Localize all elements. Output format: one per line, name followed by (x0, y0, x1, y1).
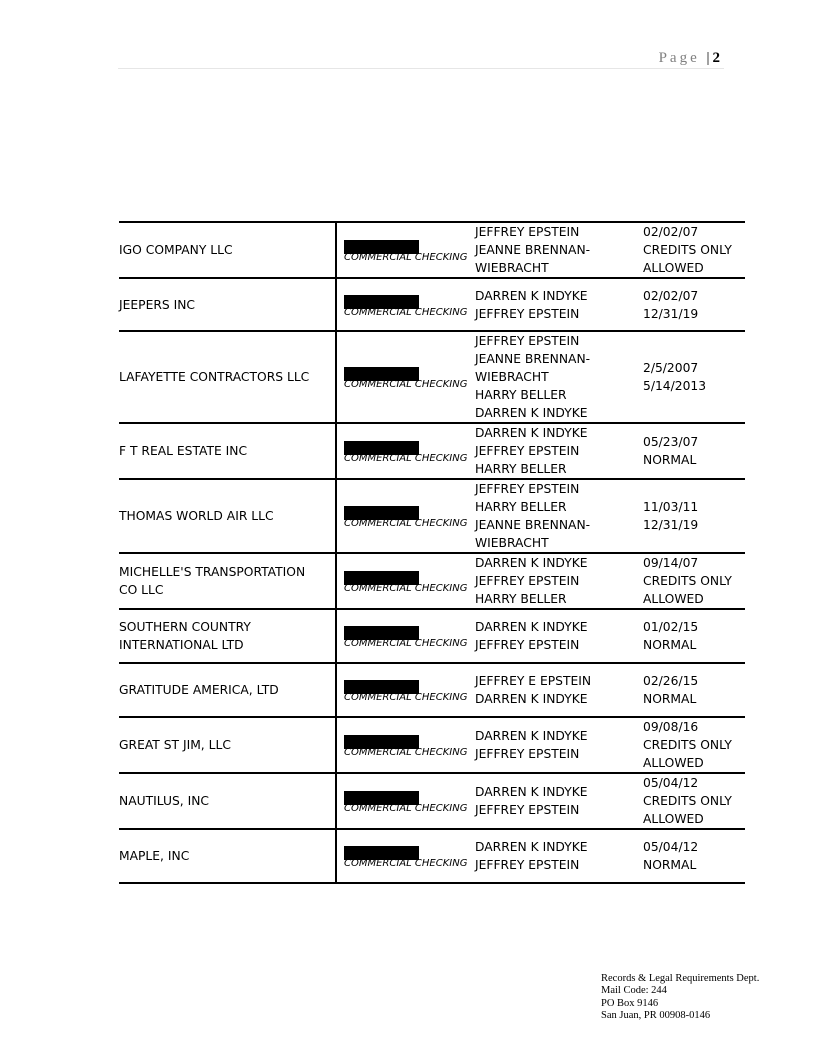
status-line: 12/31/19 (643, 306, 699, 321)
status-line: CREDITS ONLY (643, 243, 732, 257)
account-type: COMMERCIAL CHECKING (344, 379, 468, 390)
status-line: NORMAL (643, 638, 697, 652)
page-word: Page (658, 50, 700, 66)
status-line: 05/04/12 (643, 840, 699, 854)
signers-cell (475, 609, 643, 663)
table-row (119, 773, 745, 829)
signers-cell (475, 717, 643, 773)
signer-line: JEFFREY EPSTEIN (475, 482, 580, 496)
account-type: COMMERCIAL CHECKING (344, 518, 468, 529)
signer-line: DARREN K INDYKE (475, 288, 588, 303)
table-row (119, 222, 745, 278)
signer-line: JEFFREY EPSTEIN (475, 638, 580, 652)
account-name-line: INTERNATIONAL LTD (119, 638, 244, 652)
signers-cell (475, 773, 643, 829)
footer-mail-code: Mail Code: 244 (601, 985, 667, 997)
account-type-cell (336, 222, 475, 278)
account-type: COMMERCIAL CHECKING (344, 858, 468, 869)
signer-line: JEFFREY E EPSTEIN (475, 674, 592, 688)
signer-line: JEFFREY EPSTEIN (475, 306, 580, 321)
account-type: COMMERCIAL CHECKING (344, 252, 468, 263)
account-type-cell (336, 479, 475, 553)
signer-line: JEANNE BRENNAN- (475, 243, 591, 257)
status-cell (643, 278, 745, 331)
signer-line: HARRY BELLER (475, 592, 567, 606)
table-row (119, 479, 745, 553)
account-name-cell (119, 222, 336, 278)
status-line: 01/02/15 (643, 620, 699, 634)
account-name-cell (119, 423, 336, 479)
status-cell (643, 553, 745, 609)
account-type: COMMERCIAL CHECKING (344, 453, 468, 464)
account-name-cell (119, 829, 336, 883)
status-line: NORMAL (643, 692, 697, 706)
status-line: CREDITS ONLY (643, 738, 732, 752)
signer-line: HARRY BELLER (475, 388, 567, 402)
signers-cell (475, 222, 643, 278)
signer-line: HARRY BELLER (475, 500, 567, 514)
page-number: 2 (712, 50, 720, 66)
signer-line: JEFFREY EPSTEIN (475, 803, 580, 817)
account-name-cell (119, 717, 336, 773)
signer-line: DARREN K INDYKE (475, 692, 588, 706)
footer-department: Records & Legal Requirements Dept. (601, 973, 760, 984)
signer-line: HARRY BELLER (475, 462, 567, 476)
accounts-table-body (119, 222, 745, 883)
status-line: CREDITS ONLY (643, 574, 732, 588)
account-name-cell (119, 773, 336, 829)
status-cell (643, 423, 745, 479)
account-name-line: GRATITUDE AMERICA, LTD (119, 683, 279, 697)
status-line: 2/5/2007 (643, 361, 699, 375)
table-row (119, 331, 745, 423)
account-type-cell (336, 423, 475, 479)
status-cell (643, 773, 745, 829)
account-type-cell (336, 829, 475, 883)
account-type: COMMERCIAL CHECKING (344, 306, 468, 318)
account-name-cell (119, 553, 336, 609)
signer-line: DARREN K INDYKE (475, 785, 588, 799)
status-line: NORMAL (643, 453, 697, 467)
account-name-cell (119, 331, 336, 423)
table-row (119, 717, 745, 773)
page-header (118, 46, 724, 69)
status-cell (643, 663, 745, 717)
account-name-cell (119, 479, 336, 553)
account-type-cell (336, 553, 475, 609)
signers-cell (475, 829, 643, 883)
page-separator: | (706, 50, 710, 66)
accounts-table (119, 221, 745, 884)
signers-cell (475, 423, 643, 479)
signer-line: JEFFREY EPSTEIN (475, 334, 580, 348)
signers-cell (475, 479, 643, 553)
signer-line: DARREN K INDYKE (475, 620, 588, 634)
signer-line: JEFFREY EPSTEIN (475, 574, 580, 588)
status-line: ALLOWED (643, 261, 704, 275)
status-line: NORMAL (643, 858, 697, 872)
signer-line: JEFFREY EPSTEIN (475, 747, 580, 761)
account-name-line: F T REAL ESTATE INC (119, 444, 248, 458)
account-type-cell (336, 278, 475, 331)
signer-line: JEFFREY EPSTEIN (475, 444, 580, 458)
status-cell (643, 479, 745, 553)
signer-line: JEFFREY EPSTEIN (475, 858, 580, 872)
account-name-cell (119, 663, 336, 717)
table-row (119, 829, 745, 883)
signer-line: JEANNE BRENNAN- (475, 518, 591, 532)
status-line: ALLOWED (643, 592, 704, 606)
account-name-line: MAPLE, INC (119, 849, 190, 863)
account-name-line: GREAT ST JIM, LLC (119, 738, 231, 752)
account-type-cell (336, 663, 475, 717)
status-line: 05/23/07 (643, 435, 699, 449)
signer-line: WIEBRACHT (475, 261, 549, 275)
signer-line: JEFFREY EPSTEIN (475, 225, 580, 239)
signers-cell (475, 278, 643, 331)
table-row (119, 553, 745, 609)
table-row (119, 278, 745, 331)
account-type-cell (336, 609, 475, 663)
status-cell (643, 609, 745, 663)
account-type-cell (336, 717, 475, 773)
status-line: 02/02/07 (643, 225, 699, 239)
status-line: 09/08/16 (643, 720, 699, 734)
account-name-line: SOUTHERN COUNTRY (119, 620, 251, 634)
status-line: ALLOWED (643, 812, 704, 826)
status-cell (643, 717, 745, 773)
page-number-label (659, 50, 720, 67)
status-line: 5/14/2013 (643, 379, 707, 393)
signer-line: WIEBRACHT (475, 536, 549, 550)
signers-cell (475, 553, 643, 609)
account-name-line: MICHELLE'S TRANSPORTATION (119, 565, 306, 579)
status-line: 11/03/11 (643, 500, 699, 514)
status-line: CREDITS ONLY (643, 794, 732, 808)
table-row (119, 609, 745, 663)
account-name-line: JEEPERS INC (119, 297, 196, 312)
account-type: COMMERCIAL CHECKING (344, 747, 468, 758)
status-cell (643, 331, 745, 423)
account-type-cell (336, 773, 475, 829)
account-name-cell (119, 609, 336, 663)
signer-line: DARREN K INDYKE (475, 556, 588, 570)
signer-line: DARREN K INDYKE (475, 426, 588, 440)
signer-line: DARREN K INDYKE (475, 840, 588, 854)
account-name-line: LAFAYETTE CONTRACTORS LLC (119, 370, 310, 384)
signers-cell (475, 663, 643, 717)
account-type-cell (336, 331, 475, 423)
account-type: COMMERCIAL CHECKING (344, 638, 468, 649)
account-type: COMMERCIAL CHECKING (344, 583, 468, 594)
status-line: 02/26/15 (643, 674, 699, 688)
account-type: COMMERCIAL CHECKING (344, 692, 468, 703)
account-name-line: THOMAS WORLD AIR LLC (119, 509, 274, 523)
table-row (119, 423, 745, 479)
status-line: ALLOWED (643, 756, 704, 770)
account-name-line: NAUTILUS, INC (119, 794, 210, 808)
footer-city: San Juan, PR 00908-0146 (601, 1009, 711, 1021)
status-line: 02/02/07 (643, 288, 699, 303)
signer-line: JEANNE BRENNAN- (475, 352, 591, 366)
table-row (119, 663, 745, 717)
footer-address (601, 973, 801, 1022)
signer-line: DARREN K INDYKE (475, 406, 588, 420)
status-line: 05/04/12 (643, 776, 699, 790)
signer-line: DARREN K INDYKE (475, 729, 588, 743)
signers-cell (475, 331, 643, 423)
account-name-cell (119, 278, 336, 331)
status-cell (643, 222, 745, 278)
footer-po-box: PO Box 9146 (601, 997, 659, 1009)
signer-line: WIEBRACHT (475, 370, 549, 384)
status-line: 12/31/19 (643, 518, 699, 532)
account-name-line: IGO COMPANY LLC (119, 243, 233, 257)
status-cell (643, 829, 745, 883)
account-type: COMMERCIAL CHECKING (344, 803, 468, 814)
account-name-line: CO LLC (119, 583, 164, 597)
status-line: 09/14/07 (643, 556, 699, 570)
